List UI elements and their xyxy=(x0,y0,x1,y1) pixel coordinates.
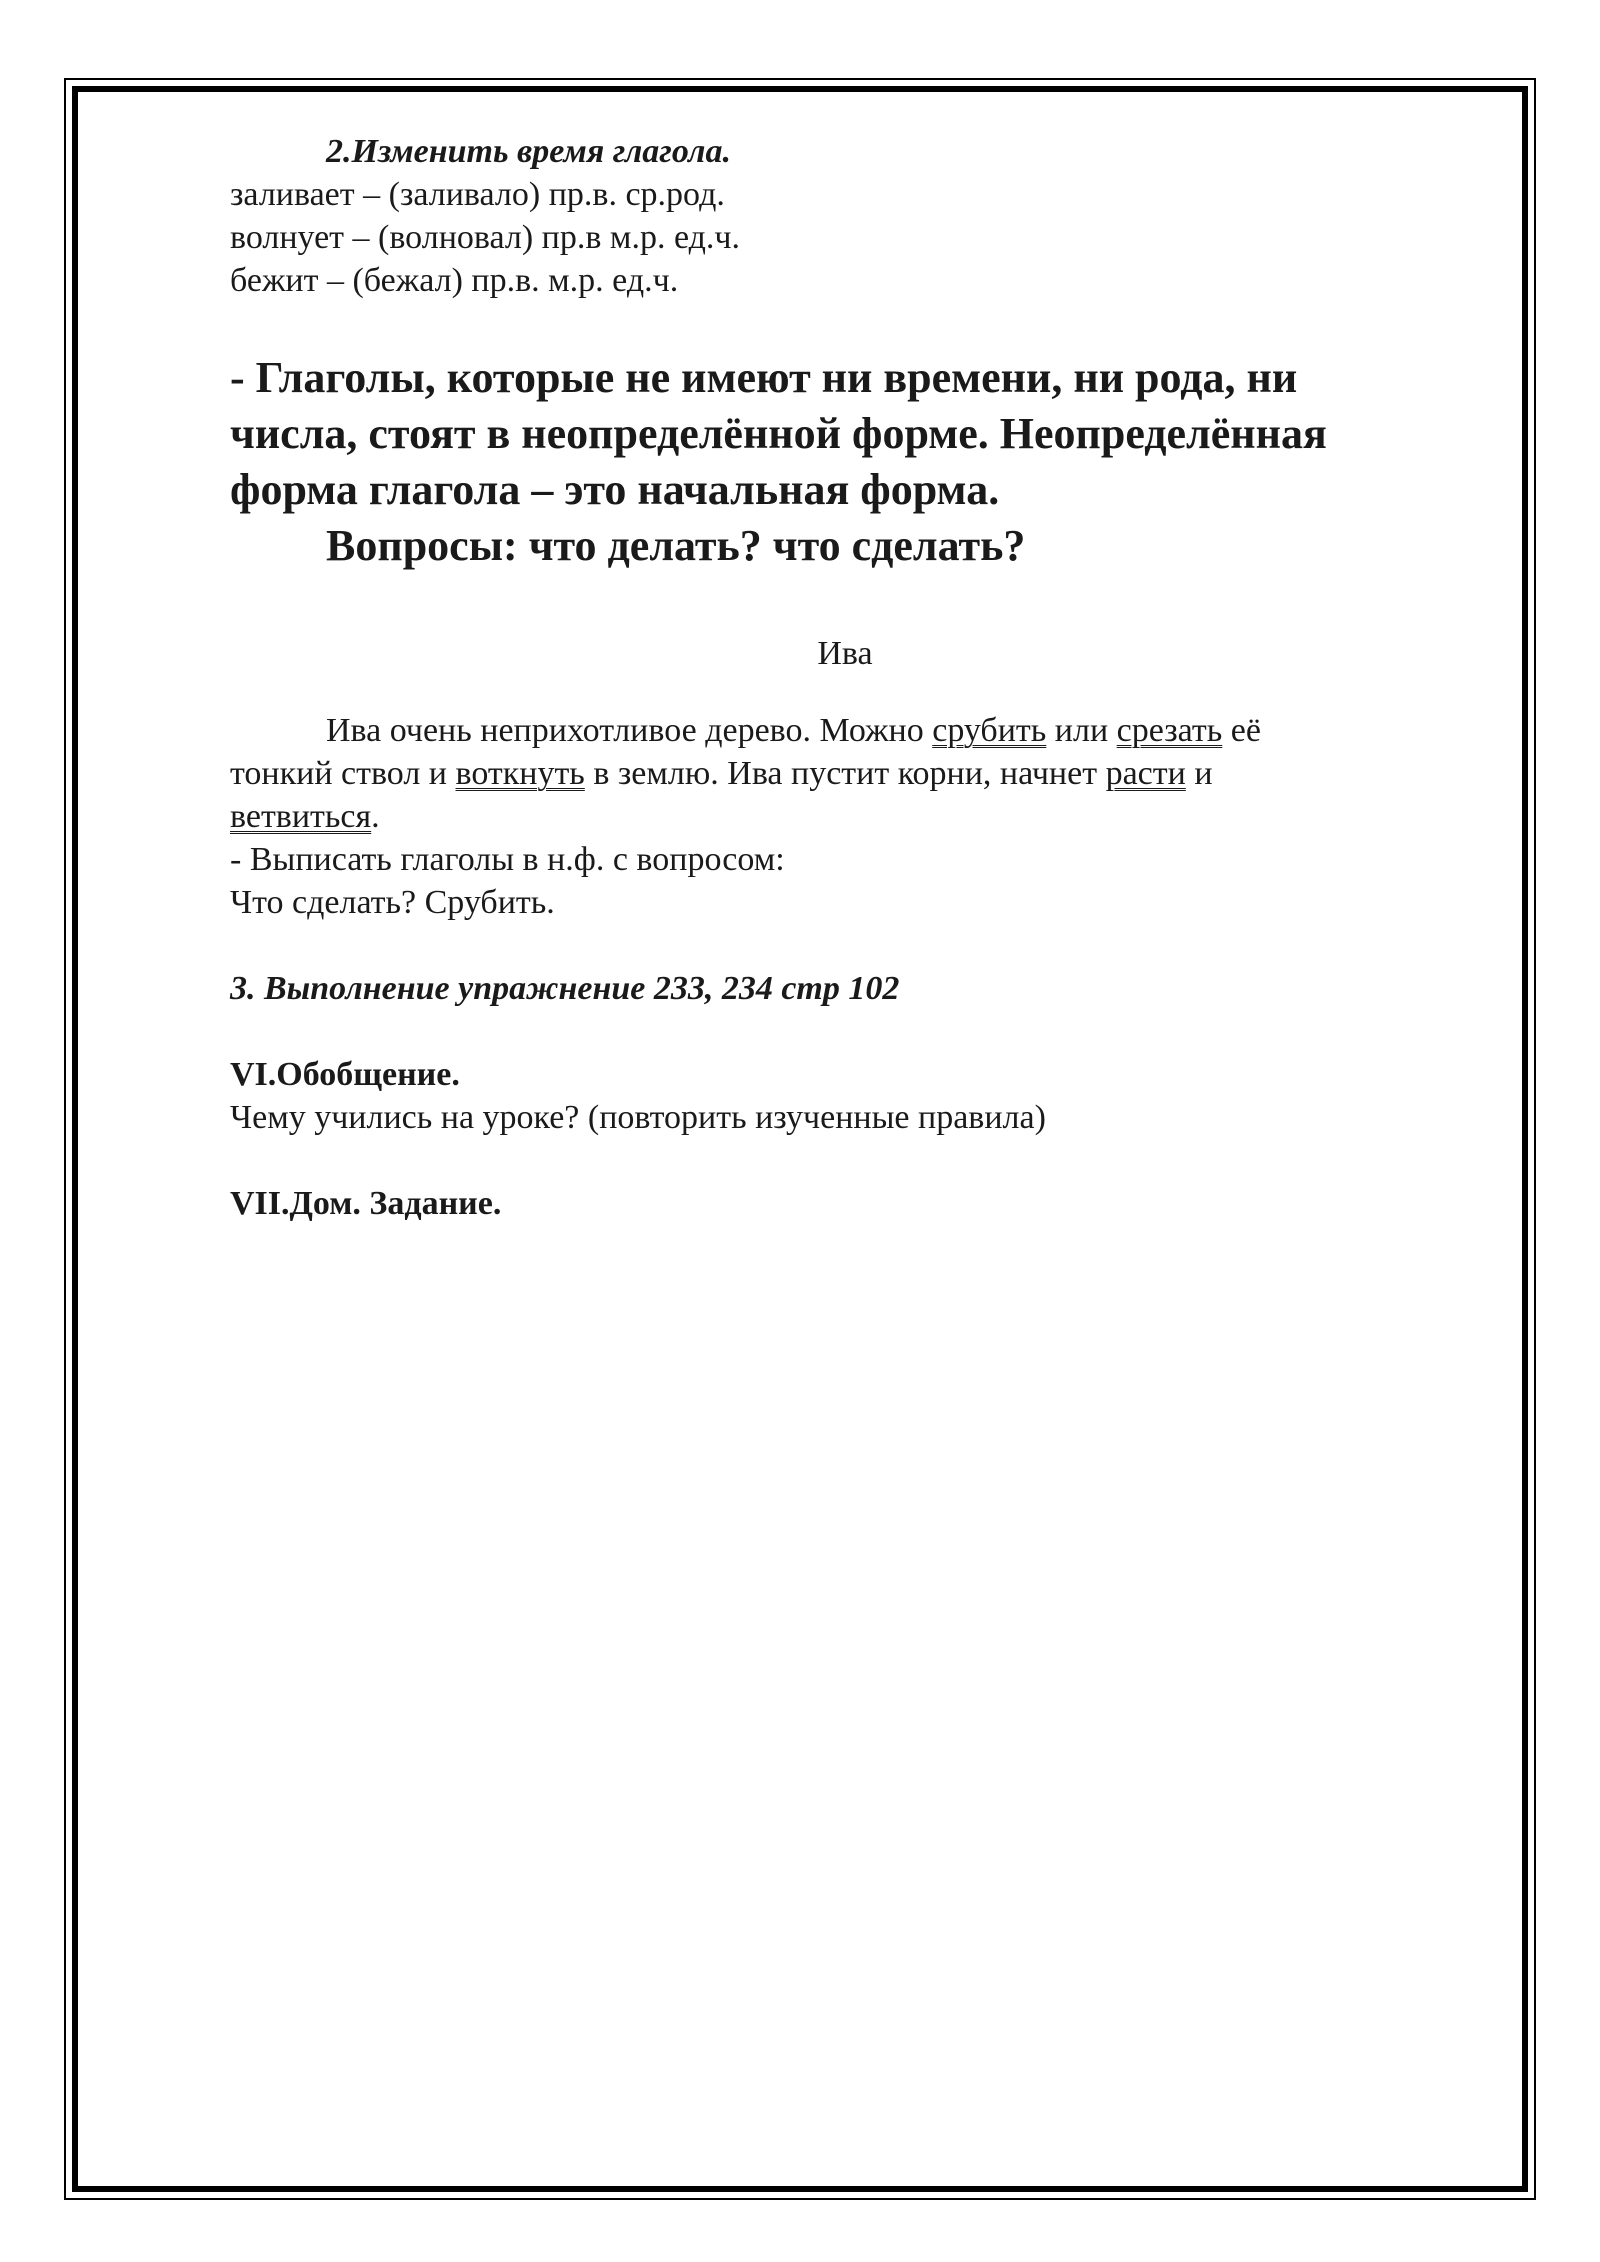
underlined-verb-vetvitsya: ветвиться xyxy=(230,798,372,835)
rule-line-2: числа, стоят в неопределённой форме. Неопределённая xyxy=(230,409,1327,458)
spacer xyxy=(230,1139,1460,1182)
underlined-verb-srezat: срезать xyxy=(1116,712,1223,749)
section6-text: Чему учились на уроке? (повторить изученные правила) xyxy=(230,1099,1046,1136)
rule-line-1: - Глаголы, которые не имеют ни времени, ни рода, ни xyxy=(230,353,1298,402)
verb-line-3: бежит – (бежал) пр.в. м.р. ед.ч. xyxy=(230,262,679,299)
underlined-verb-rasti: расти xyxy=(1105,755,1186,792)
section6-title: VI.Обобщение. xyxy=(230,1056,460,1093)
text-paragraph-line-1 xyxy=(230,709,1460,752)
text-fragment: и xyxy=(1185,755,1213,792)
verb-line-1: заливает – (заливало) пр.в. ср.род. xyxy=(230,176,725,213)
underlined-verb-votknut: воткнуть xyxy=(455,755,585,792)
text-fragment: её xyxy=(1222,712,1261,749)
section2-title: 2.Изменить время глагола. xyxy=(326,133,731,170)
spacer xyxy=(230,924,1460,967)
rule-block xyxy=(230,350,1460,574)
rule-line-3: форма глагола – это начальная форма. xyxy=(230,465,1000,514)
document-content xyxy=(230,130,1460,1225)
text-fragment: Ива очень неприхотливое дерево. Можно xyxy=(326,712,933,749)
text-paragraph-line-3 xyxy=(230,795,1460,838)
text-fragment: тонкий ствол и xyxy=(230,755,456,792)
section7-title: VII.Дом. Задание. xyxy=(230,1185,502,1222)
text-title: Ива xyxy=(817,635,873,672)
underlined-verb-srubit: срубить xyxy=(932,712,1047,749)
text-paragraph-line-2 xyxy=(230,752,1460,795)
text-fragment: или xyxy=(1046,712,1117,749)
rule-questions: Вопросы: что делать? что сделать? xyxy=(326,521,1026,570)
exercise-task: - Выписать глаголы в н.ф. с вопросом: xyxy=(230,841,785,878)
exercise-example: Что сделать? Срубить. xyxy=(230,884,555,921)
text-fragment: в землю. Ива пустит корни, начнет xyxy=(584,755,1106,792)
text-fragment: . xyxy=(371,798,380,835)
verb-line-2: волнует – (волновал) пр.в м.р. ед.ч. xyxy=(230,219,740,256)
spacer xyxy=(230,1010,1460,1053)
section3-title: 3. Выполнение упражнение 233, 234 стр 102 xyxy=(230,970,900,1007)
